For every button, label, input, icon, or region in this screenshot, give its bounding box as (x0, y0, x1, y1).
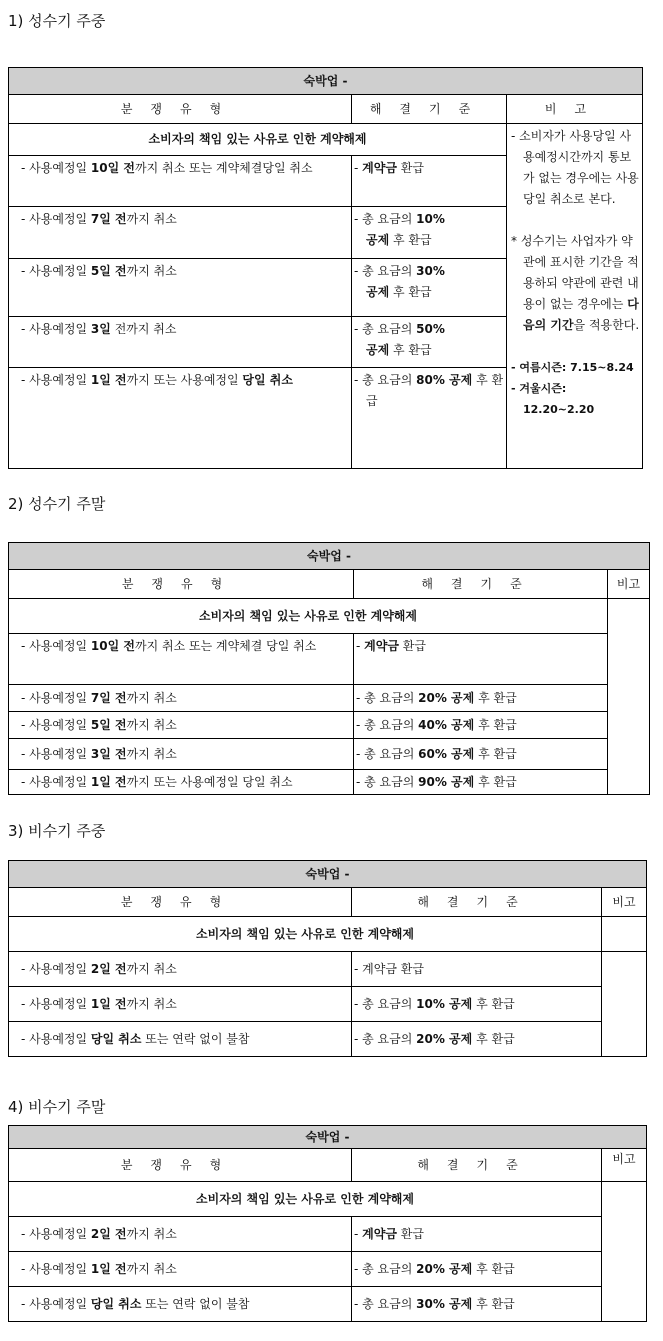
table-offpeak-weekday (8, 860, 647, 1057)
table-row: - 사용예정일 5일 전까지 취소 (9, 259, 352, 317)
header-resolution: 해결기준 (352, 95, 507, 124)
resolution-cell: - 총 요금의 10% 공제 후 환급 (352, 207, 507, 259)
category-row: 소비자의 책임 있는 사유로 인한 계약해제 (9, 1182, 602, 1217)
remark-summer: - 여름시즌: 7.15~8.24 (511, 361, 634, 374)
table-row: - 사용예정일 1일 전까지 또는 사용예정일 당일 취소 (9, 368, 352, 469)
resolution-cell: - 총 요금의 30% 공제 후 환급 (352, 259, 507, 317)
table-row: - 사용예정일 3일 전까지 취소 (9, 739, 354, 770)
table-row: - 사용예정일 1일 전까지 취소 (9, 987, 352, 1022)
table-top-header: 숙박업 - (9, 861, 647, 888)
resolution-cell: - 총 요금의 50% 공제 후 환급 (352, 317, 507, 368)
table-row: - 사용예정일 1일 전까지 또는 사용예정일 당일 취소 (9, 770, 354, 795)
table-top-header: 숙박업 - (9, 68, 643, 95)
resolution-cell: - 계약금 환급 (352, 156, 507, 207)
table-row: - 사용예정일 2일 전까지 취소 (9, 1217, 352, 1252)
category-row: 소비자의 책임 있는 사유로 인한 계약해제 (9, 599, 608, 634)
category-row: 소비자의 책임 있는 사유로 인한 계약해제 (9, 917, 602, 952)
resolution-cell: - 총 요금의 30% 공제 후 환급 (352, 1287, 602, 1322)
section-title-4: 4) 비수기 주말 (8, 1098, 106, 1116)
table-row: - 사용예정일 10일 전까지 취소 또는 계약체결 당일 취소 (9, 634, 354, 685)
table-offpeak-weekend (8, 1125, 647, 1322)
section-title-3: 3) 비수기 주중 (8, 822, 106, 840)
header-remarks: 비고 (507, 95, 643, 124)
header-resolution: 해결기준 (352, 888, 602, 917)
table-row: - 사용예정일 7일 전까지 취소 (9, 685, 354, 712)
table-row: - 사용예정일 2일 전까지 취소 (9, 952, 352, 987)
category-row: 소비자의 책임 있는 사유로 인한 계약해제 (9, 124, 507, 156)
header-dispute-type: 분쟁유형 (9, 1149, 352, 1182)
header-remarks: 비고 (608, 570, 650, 599)
header-dispute-type: 분쟁유형 (9, 95, 352, 124)
remarks-cell (602, 1182, 647, 1322)
header-dispute-type: 분쟁유형 (9, 570, 354, 599)
remarks-cell (608, 599, 650, 795)
header-remarks: 비고 (602, 1149, 647, 1182)
resolution-cell: - 총 요금의 10% 공제 후 환급 (352, 987, 602, 1022)
remark-notice: - 소비자가 사용당일 사용예정시간까지 통보가 없는 경우에는 사용당일 취소로 본다. (511, 129, 639, 206)
resolution-cell: - 계약금 환급 (354, 634, 608, 685)
resolution-cell: - 계약금 환급 (352, 1217, 602, 1252)
resolution-cell: - 계약금 환급 (352, 952, 602, 987)
table-row: - 사용예정일 1일 전까지 취소 (9, 1252, 352, 1287)
resolution-cell: - 총 요금의 90% 공제 후 환급 (354, 770, 608, 795)
table-row: - 사용예정일 5일 전까지 취소 (9, 712, 354, 739)
resolution-cell: - 총 요금의 60% 공제 후 환급 (354, 739, 608, 770)
remark-winter: - 겨울시즌: 12.20~2.20 (511, 382, 595, 416)
remarks-cell (602, 952, 647, 1057)
table-peak-weekday (8, 67, 643, 469)
header-dispute-type: 분쟁유형 (9, 888, 352, 917)
table-row: - 사용예정일 당일 취소 또는 연락 없이 불참 (9, 1022, 352, 1057)
header-resolution: 해결기준 (354, 570, 608, 599)
resolution-cell: - 총 요금의 20% 공제 후 환급 (354, 685, 608, 712)
section-title-2: 2) 성수기 주말 (8, 495, 106, 513)
resolution-cell: - 총 요금의 20% 공제 후 환급 (352, 1252, 602, 1287)
header-remarks: 비고 (602, 888, 647, 917)
table-row: - 사용예정일 3일 전까지 취소 (9, 317, 352, 368)
table-row: - 사용예정일 7일 전까지 취소 (9, 207, 352, 259)
table-row: - 사용예정일 당일 취소 또는 연락 없이 불참 (9, 1287, 352, 1322)
remark-peak-definition: * 성수기는 사업자가 약관에 표시한 기간을 적용하되 약관에 관련 내용이 없는 경우에는 다음의 기간을 적용한다. (511, 234, 640, 332)
resolution-cell: - 총 요금의 40% 공제 후 환급 (354, 712, 608, 739)
table-row: - 사용예정일 10일 전까지 취소 또는 계약체결당일 취소 (9, 156, 352, 207)
resolution-cell: - 총 요금의 80% 공제 후 환급 (352, 368, 507, 469)
section-title-1: 1) 성수기 주중 (8, 12, 106, 30)
table-top-header: 숙박업 - (9, 1126, 647, 1149)
remarks-cell (507, 124, 643, 469)
resolution-cell: - 총 요금의 20% 공제 후 환급 (352, 1022, 602, 1057)
table-peak-weekend (8, 542, 650, 795)
table-top-header: 숙박업 - (9, 543, 650, 570)
remarks-cell (602, 917, 647, 952)
header-resolution: 해결기준 (352, 1149, 602, 1182)
